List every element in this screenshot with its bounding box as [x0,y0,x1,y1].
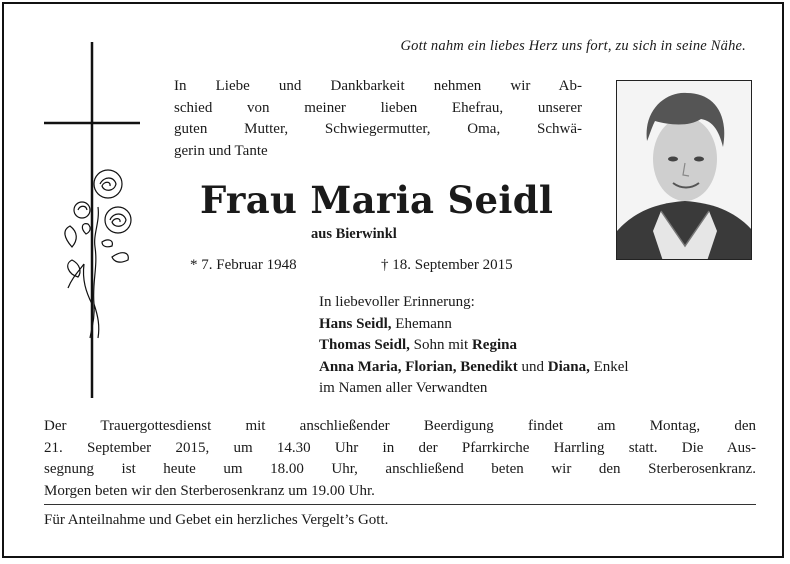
obituary-notice [2,2,784,558]
divider [44,504,756,505]
portrait-photo [616,80,752,260]
mourners-list [319,292,629,400]
intro-line: gerin und Tante [174,142,268,159]
mourner-relation: Ehemann [391,315,452,332]
motto: Gott nahm ein liebes Herz uns fort, zu sich in seine Nähe. [400,38,746,54]
mourner-name: Diana, [547,358,590,375]
mourner-name: Anna Maria, [319,358,402,375]
rose-icon [65,170,131,338]
intro-line: In Liebe und Dankbarkeit nehmen wir Ab- [174,78,582,94]
deceased-name: Frau Maria Seidl [200,178,554,222]
origin: aus Bierwinkl [311,226,397,242]
service-line: 21. September 2015, um 14.30 Uhr in der Pfarrkirche Harrling statt. Die Aus- [44,439,756,456]
intro-text [174,76,582,162]
relatives-line: im Namen aller Verwandten [319,380,488,396]
death-date: † 18. September 2015 [381,257,513,273]
mourner-line [319,314,629,336]
birth-date: * 7. Februar 1948 [190,257,297,273]
remembrance-heading: In liebevoller Erinnerung: [319,294,475,310]
cross-icon [42,42,142,398]
mourner-line [319,357,629,379]
intro-line: schied von meiner lieben Ehefrau, unserer [174,99,582,116]
mourner-relation: Sohn mit [409,337,472,353]
service-line: Der Trauergottesdienst mit anschließender Beerdigung findet am Montag, den [44,418,756,434]
thanks-line: Für Anteilnahme und Gebet ein herzliches Vergelt’s Gott. [44,512,389,528]
service-line: segnung ist heute um 18.00 Uhr, anschließend beten wir den Sterberosenkranz. [44,461,756,477]
mourner-join: und [517,358,548,375]
mourner-line [319,335,629,357]
mourner-name: Regina [471,337,517,353]
service-line: Morgen beten wir den Sterberosenkranz um 19.00 Uhr. [44,482,375,499]
intro-line: guten Mutter, Schwiegermutter, Oma, Schwä- [174,121,582,137]
mourner-name: Thomas Seidl, [319,337,410,353]
mourner-name: Benedikt [460,358,518,375]
mourner-relation: Enkel [589,358,629,375]
mourner-name: Florian, [405,358,457,375]
portrait-image [617,81,752,260]
service-info [44,416,756,502]
mourner-name: Hans Seidl, [319,315,392,332]
